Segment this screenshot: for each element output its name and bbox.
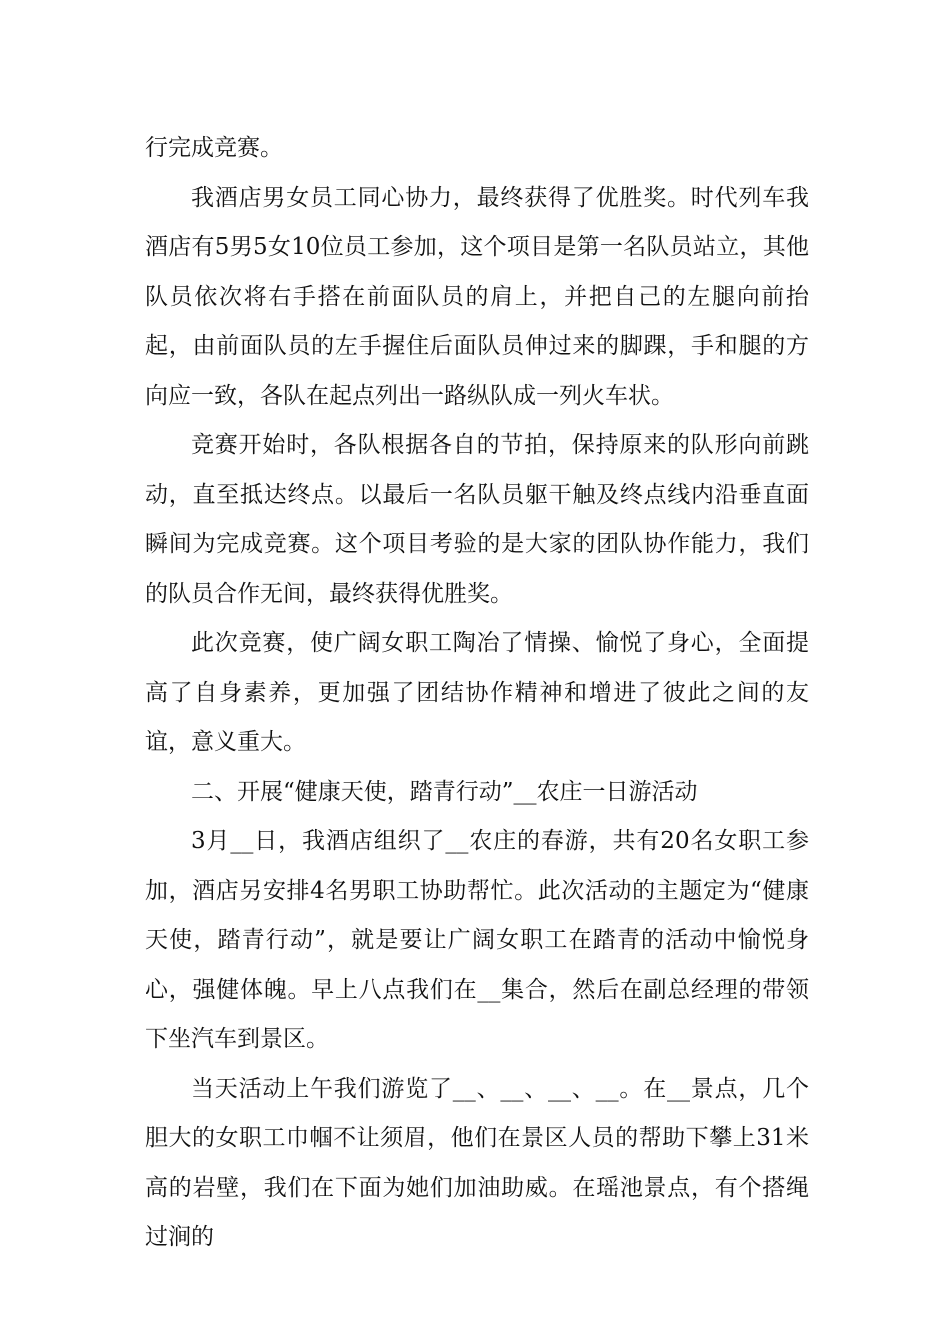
section-heading: 二、开展“健康天使，踏青行动”__农庄一日游活动: [191, 778, 698, 805]
paragraph-race-rules: 竞赛开始时，各队根据各自的节拍，保持原来的队形向前跳动，直至抵达终点。以最后一名队员躯干触及终点线内沿垂直面瞬间为完成竞赛。这个项目考验的是大家的团队协作能力，我们的队员合作无间，最终获得优胜奖。: [145, 432, 809, 607]
paragraph-significance: 此次竞赛，使广阔女职工陶冶了情操、愉悦了身心，全面提高了自身素养，更加强了团结协作精神和增进了彼此之间的友谊，意义重大。: [145, 630, 809, 755]
paragraph-team-train: 我酒店男女员工同心协力，最终获得了优胜奖。时代列车我酒店有5男5女10位员工参加，这个项目是第一名队员站立，其他队员依次将右手搭在前面队员的肩上，并把自己的左腿向前抬起，由前面队员的左手握住后面队员伸过来的脚踝，手和腿的方向应一致，各队在起点列出一路纵队成一列火车状。: [145, 184, 809, 409]
paragraph-spring-outing: 3月__日，我酒店组织了__农庄的春游，共有20名女职工参加，酒店另安排4名男职工协助帮忙。此次活动的主题定为“健康天使，踏青行动”，就是要让广阔女职工在踏青的活动中愉悦身心，强健体魄。早上八点我们在__集合，然后在副总经理的带领下坐汽车到景区。: [145, 828, 809, 1052]
paragraph-continuation: 行完成竞赛。: [145, 135, 283, 161]
paragraph-sightseeing: 当天活动上午我们游览了__、__、__、__。在__景点，几个胆大的女职工巾帼不让须眉，他们在景区人员的帮助下攀上31米高的岩壁，我们在下面为她们加油助威。在瑶池景点，有个搭绳过涧的: [145, 1075, 809, 1250]
document-body: [145, 124, 809, 1263]
